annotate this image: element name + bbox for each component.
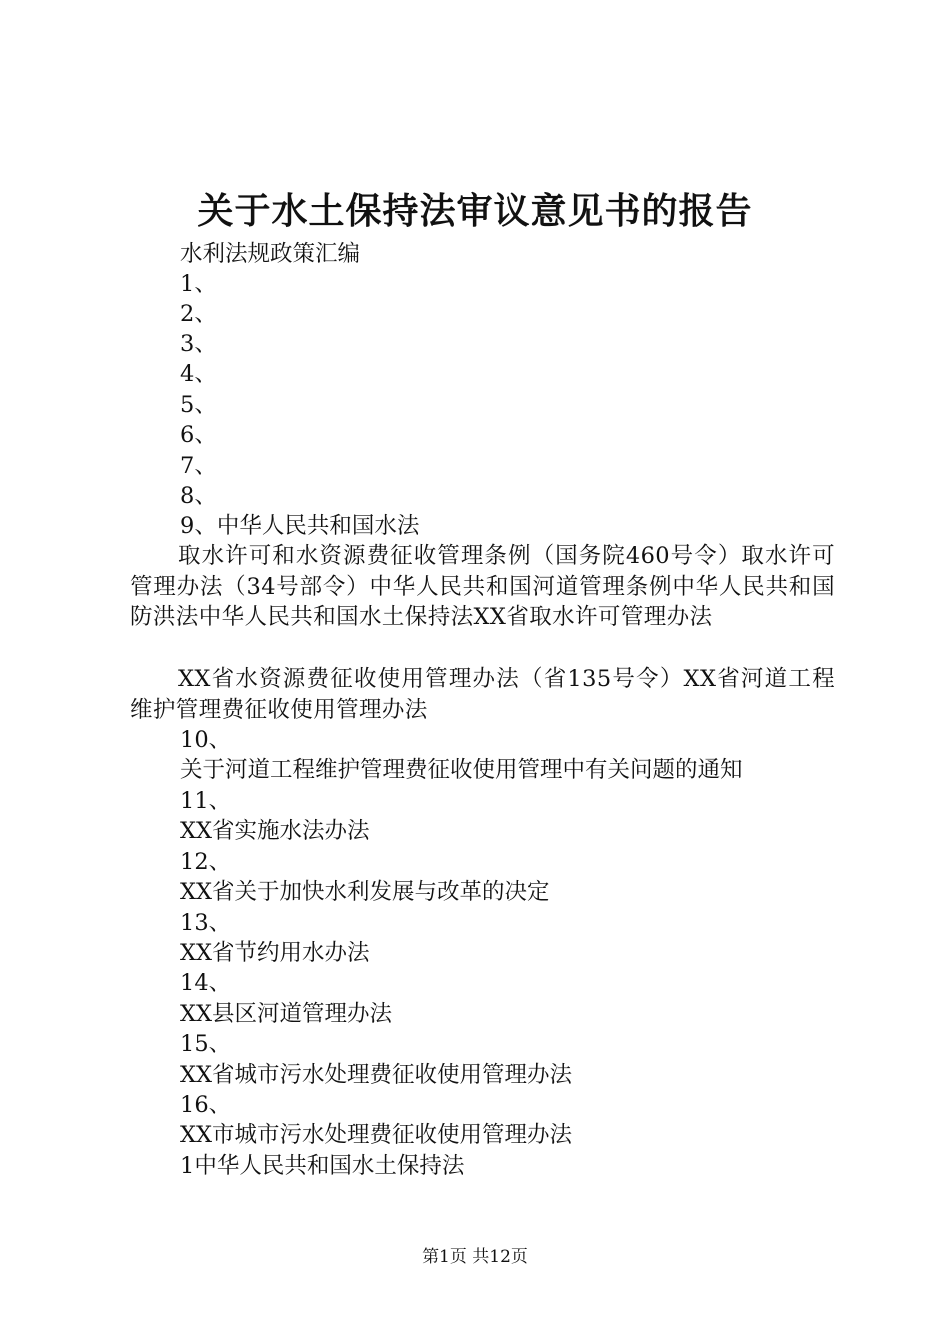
text-line: XX市城市污水处理费征收使用管理办法 (180, 1122, 573, 1148)
text-line: 13、 (180, 910, 232, 936)
text-line: XX省关于加快水利发展与改革的决定 (180, 879, 550, 905)
page-footer: 第1页 共12页 (422, 1247, 528, 1267)
text-line: 1、 (180, 271, 217, 297)
text-line: 9、中华人民共和国水法 (180, 513, 420, 539)
text-line: 15、 (180, 1031, 232, 1057)
text-line: 11、 (180, 788, 232, 814)
text-line: 14、 (180, 970, 232, 996)
body-paragraph: XX省水资源费征收使用管理办法（省135号令）XX省河道工程维护管理费征收使用管理办法 (130, 666, 835, 723)
document-title: 关于水土保持法审议意见书的报告 (197, 190, 753, 232)
text-line: 12、 (180, 849, 232, 875)
text-line: 1中华人民共和国水土保持法 (180, 1153, 465, 1179)
text-line: 3、 (180, 331, 217, 357)
text-line: XX县区河道管理办法 (180, 1001, 393, 1027)
text-line: 5、 (180, 392, 217, 418)
text-line: 6、 (180, 422, 217, 448)
text-line: XX省实施水法办法 (180, 818, 370, 844)
text-line: 7、 (180, 453, 217, 479)
text-line: 8、 (180, 483, 217, 509)
text-line: 水利法规政策汇编 (180, 241, 361, 267)
text-line: XX省节约用水办法 (180, 940, 370, 966)
text-line: 4、 (180, 361, 217, 387)
text-line: 10、 (180, 727, 232, 753)
text-line: 16、 (180, 1092, 232, 1118)
text-line: XX省城市污水处理费征收使用管理办法 (180, 1062, 573, 1088)
body-paragraph: 取水许可和水资源费征收管理条例（国务院460号令）取水许可管理办法（34号部令）中华人民共和国河道管理条例中华人民共和国防洪法中华人民共和国水土保持法XX省取水许可管理办法 (130, 543, 835, 630)
text-line: 关于河道工程维护管理费征收使用管理中有关问题的通知 (180, 757, 743, 783)
text-line: 2、 (180, 301, 217, 327)
